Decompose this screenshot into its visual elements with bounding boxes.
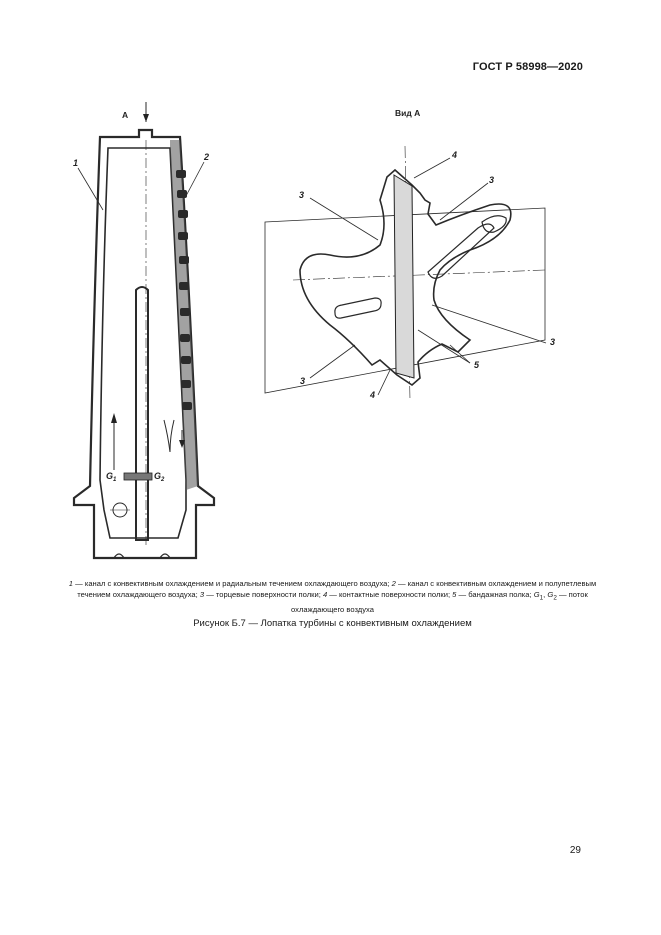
shroud-callout-3-right: 3 xyxy=(489,175,495,185)
shroud-callout-3-far-right: 3 xyxy=(550,337,556,347)
shroud-callout-3-left: 3 xyxy=(299,190,305,200)
shroud-slot-2 xyxy=(428,224,494,278)
flow-label-g1: $G_1$ xyxy=(106,471,117,483)
standard-code: ГОСТ Р 58998—2020 xyxy=(472,61,583,73)
page-number: 29 xyxy=(569,845,581,856)
shroud-callout-5: 5 xyxy=(474,360,480,370)
view-arrow-label: А xyxy=(122,110,129,120)
view-arrow-head xyxy=(143,114,149,122)
callout-2: 2 xyxy=(204,152,210,162)
flow-label-g2: $G_2$ xyxy=(154,471,165,483)
shroud-view xyxy=(265,108,555,400)
shroud-slot-1 xyxy=(335,298,381,318)
shroud-callout-4-top: 4 xyxy=(452,150,458,160)
figure-title: Рисунок Б.7 — Лопатка турбины с конвективным охлаждением xyxy=(193,618,472,629)
flow-arrow-curve xyxy=(164,420,170,452)
view-title: Вид А xyxy=(395,108,421,118)
flow-plate xyxy=(124,473,152,480)
shroud-leaders xyxy=(310,158,546,395)
blade-outer-contour xyxy=(74,130,214,558)
callout-1: 1 xyxy=(73,158,79,168)
callout-2-leader xyxy=(186,162,204,196)
blade-section xyxy=(73,102,214,558)
flow-arrow-up-head xyxy=(111,413,117,423)
figure-legend: 1 — канал с конвективным охлаждением и радиальным течением охлаждающего воздуха; 2 — канал с конвективным охлаждением и полупетлевым течением охлаждающего воздуха; 3 — торцевые поверхности полки; 4 — контактные поверхности полки; 5 — бандажная полка; $G_1$, $G_2$ — поток охлаждающего воздуха xyxy=(68,579,597,614)
shroud-callout-3-bottom: 3 xyxy=(300,376,306,386)
shroud-callout-4-bottom: 4 xyxy=(370,390,376,400)
shroud-airfoil xyxy=(394,175,414,378)
flow-arrow-curve-2 xyxy=(170,420,174,452)
shroud-axis-horizontal xyxy=(293,270,545,280)
